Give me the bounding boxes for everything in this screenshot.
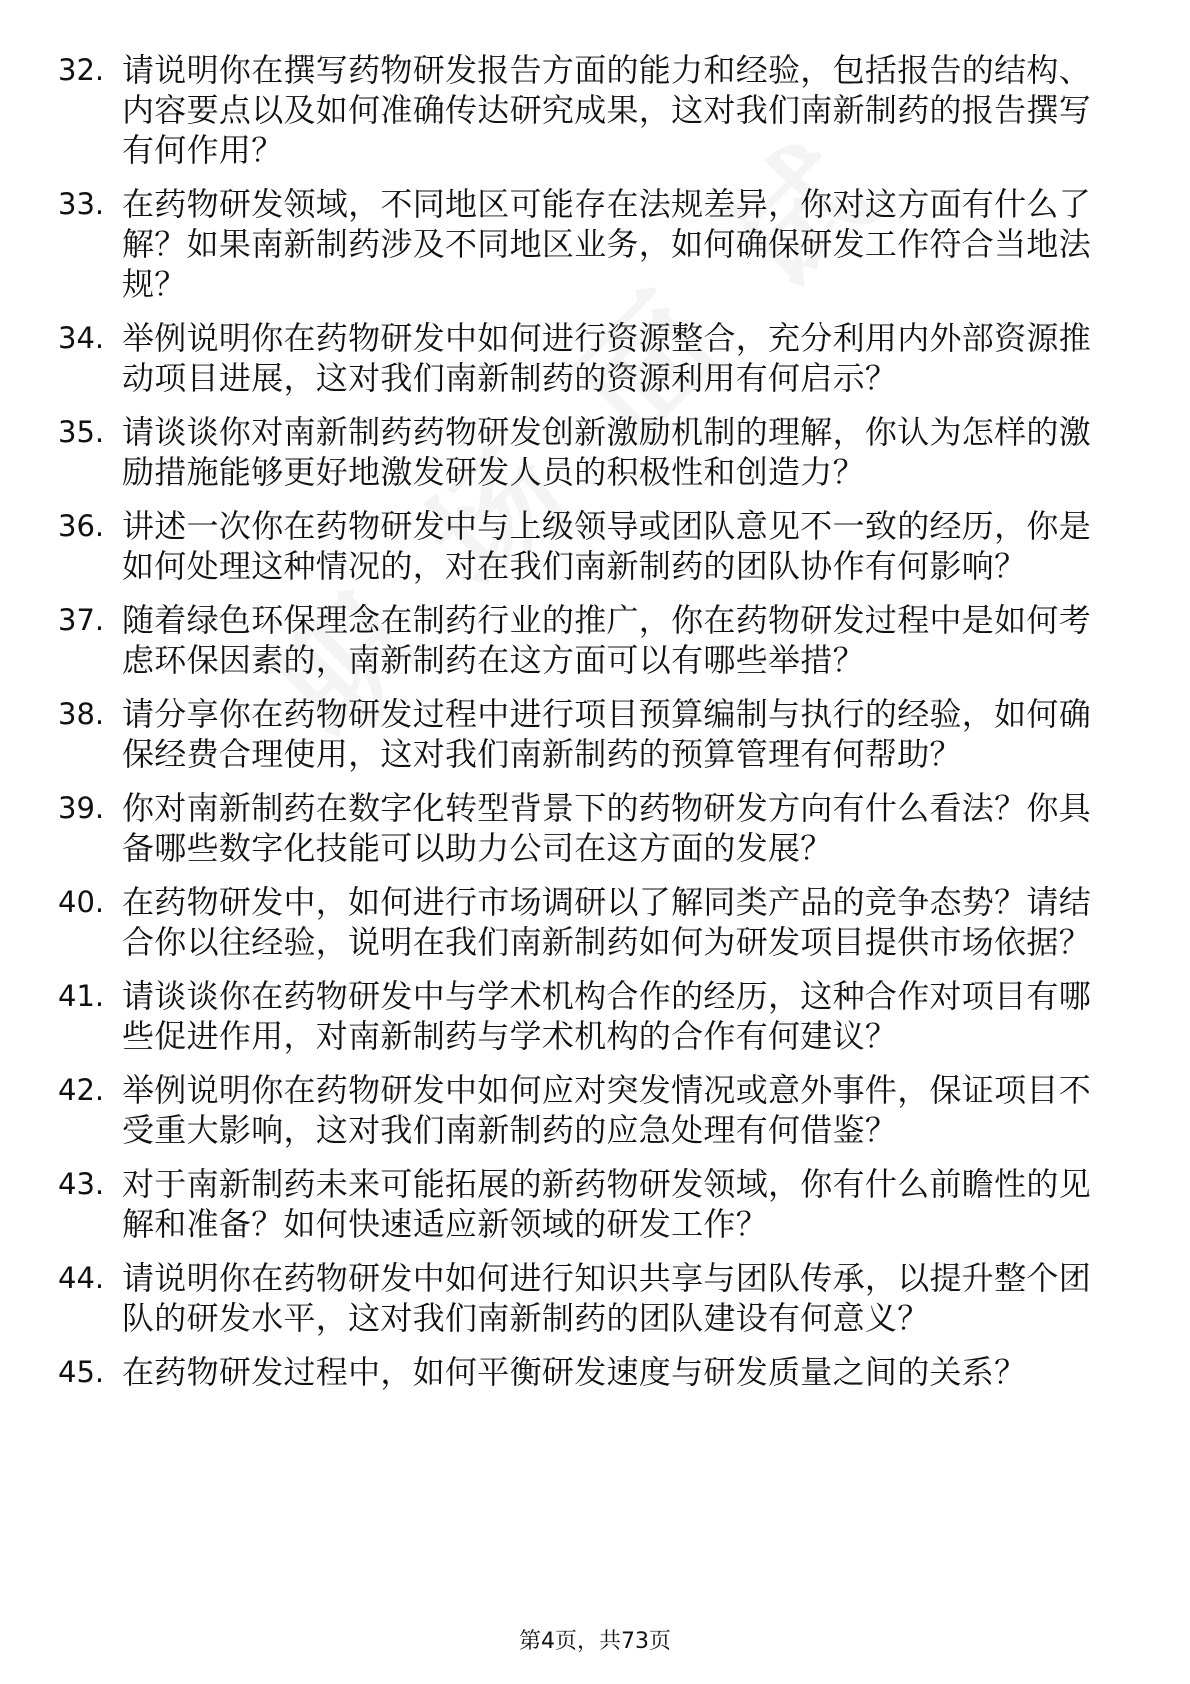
question-number: 32. bbox=[58, 53, 105, 87]
question-text: 随着绿色环保理念在制药行业的推广，你在药物研发过程中是如何考虑环保因素的，南新制药在这方面可以有哪些举措？ bbox=[122, 601, 1092, 679]
list-item bbox=[58, 694, 1118, 774]
question-text: 在药物研发过程中，如何平衡研发速度与研发质量之间的关系？ bbox=[122, 1353, 1027, 1391]
list-item bbox=[58, 1352, 1118, 1392]
question-text: 请说明你在撰写药物研发报告方面的能力和经验，包括报告的结构、内容要点以及如何准确传达研究成果，这对我们南新制药的报告撰写有何作用？ bbox=[122, 51, 1092, 169]
list-item bbox=[58, 184, 1118, 304]
question-text: 举例说明你在药物研发中如何应对突发情况或意外事件，保证项目不受重大影响，这对我们南新制药的应急处理有何借鉴？ bbox=[122, 1071, 1092, 1149]
question-text: 在药物研发中，如何进行市场调研以了解同类产品的竞争态势？请结合你以往经验，说明在我们南新制药如何为研发项目提供市场依据？ bbox=[122, 883, 1092, 961]
question-number: 40. bbox=[58, 885, 105, 919]
list-item bbox=[58, 1258, 1118, 1338]
page-number: 第4页，共73页 bbox=[519, 1629, 671, 1654]
question-text: 举例说明你在药物研发中如何进行资源整合，充分利用内外部资源推动项目进展，这对我们南新制药的资源利用有何启示？ bbox=[122, 319, 1092, 397]
question-text: 请分享你在药物研发过程中进行项目预算编制与执行的经验，如何确保经费合理使用，这对我们南新制药的预算管理有何帮助？ bbox=[122, 695, 1092, 773]
question-number: 35. bbox=[58, 415, 105, 449]
question-text: 请说明你在药物研发中如何进行知识共享与团队传承，以提升整个团队的研发水平，这对我们南新制药的团队建设有何意义？ bbox=[122, 1259, 1092, 1337]
question-text: 请谈谈你在药物研发中与学术机构合作的经历，这种合作对项目有哪些促进作用，对南新制药与学术机构的合作有何建议？ bbox=[122, 977, 1092, 1055]
question-number: 41. bbox=[58, 979, 105, 1013]
question-text: 请谈谈你对南新制药药物研发创新激励机制的理解，你认为怎样的激励措施能够更好地激发研发人员的积极性和创造力？ bbox=[122, 413, 1092, 491]
question-number: 44. bbox=[58, 1261, 105, 1295]
page-footer bbox=[0, 1628, 1190, 1656]
question-number: 34. bbox=[58, 321, 105, 355]
list-item bbox=[58, 788, 1118, 868]
question-text: 在药物研发领域，不同地区可能存在法规差异，你对这方面有什么了解？如果南新制药涉及不同地区业务，如何确保研发工作符合当地法规？ bbox=[122, 185, 1092, 303]
question-number: 36. bbox=[58, 509, 105, 543]
question-number: 33. bbox=[58, 187, 105, 221]
list-item bbox=[58, 50, 1118, 170]
question-text: 你对南新制药在数字化转型背景下的药物研发方向有什么看法？你具备哪些数字化技能可以助力公司在这方面的发展？ bbox=[122, 789, 1092, 867]
list-item bbox=[58, 882, 1118, 962]
list-item bbox=[58, 412, 1118, 492]
list-item bbox=[58, 318, 1118, 398]
question-number: 39. bbox=[58, 791, 105, 825]
question-number: 38. bbox=[58, 697, 105, 731]
question-number: 43. bbox=[58, 1167, 105, 1201]
list-item bbox=[58, 506, 1118, 586]
question-text: 对于南新制药未来可能拓展的新药物研发领域，你有什么前瞻性的见解和准备？如何快速适应新领域的研发工作？ bbox=[122, 1165, 1092, 1243]
question-number: 45. bbox=[58, 1355, 105, 1389]
list-item bbox=[58, 1164, 1118, 1244]
list-item bbox=[58, 1070, 1118, 1150]
list-item bbox=[58, 600, 1118, 680]
list-item bbox=[58, 976, 1118, 1056]
question-list bbox=[58, 50, 1118, 1406]
question-text: 讲述一次你在药物研发中与上级领导或团队意见不一致的经历，你是如何处理这种情况的，对在我们南新制药的团队协作有何影响？ bbox=[122, 507, 1092, 585]
question-number: 42. bbox=[58, 1073, 105, 1107]
question-number: 37. bbox=[58, 603, 105, 637]
